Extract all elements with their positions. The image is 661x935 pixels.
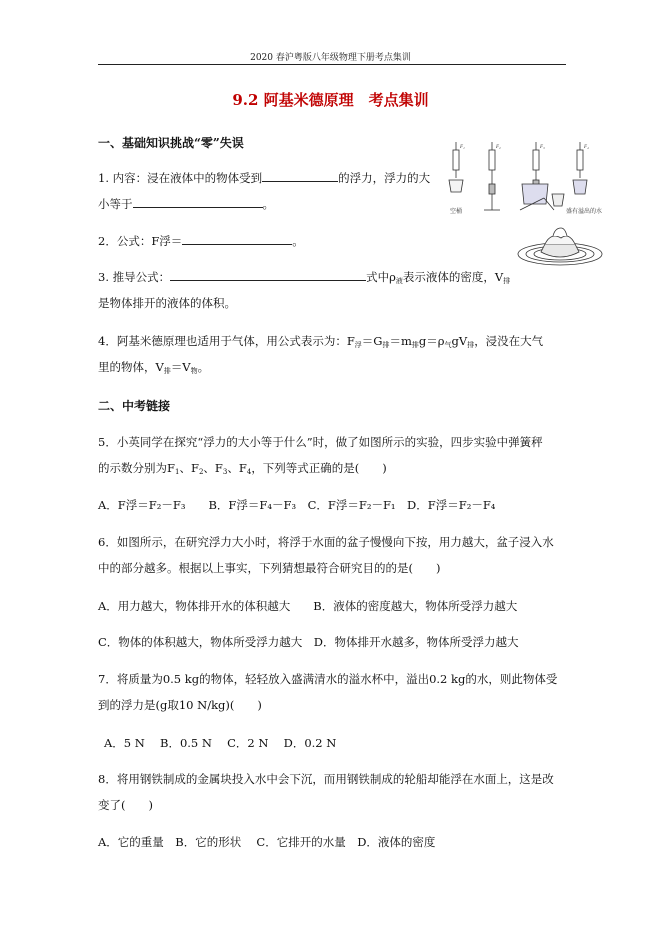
q3-text-a: 3. 推导公式： [98,270,171,284]
question-7-line-2: 到的浮力是(g取10 N/kg)( ) [98,698,262,712]
q4-text-1: 4．阿基米德原理也适用于气体，用公式表示为：F [98,334,355,348]
q4-sub-1: 浮 [354,341,362,349]
question-8-line-1: 8．将用钢铁制成的金属块投入水中会下沉，而用钢铁制成的轮船却能浮在水面上，这是改 [98,772,554,786]
fig-label-f4: F₄ [584,145,589,150]
q2-text-a: 2．公式：F浮＝ [98,234,183,248]
question-8-options: A．它的重量 B．它的形状 C．它排开的水量 D．液体的密度 [98,835,436,849]
q3-text-b: 式中ρ [366,270,396,284]
page-title: 9.2 阿基米德原理 考点集训 [232,91,429,109]
q1-text-a: 1. 内容：浸在液体中的物体受到 [98,171,263,185]
section-heading-exam: 二、中考链接 [98,399,171,413]
q4-text-2: ＝G [361,334,383,348]
question-3-line-1 [98,269,510,286]
q5-text-e: ，下列等式正确的是( ) [251,461,387,475]
q4-sub-5: 排 [467,341,475,349]
q4-sub-3: 排 [411,341,419,349]
q5-text-a: 的示数分别为F [98,461,175,475]
q4-text-8: ＝V [170,360,191,374]
q5-sub-4: 4 [246,468,252,476]
question-7-line-1: 7．将质量为0.5 kg的物体，轻轻放入盛满清水的溢水杯中，溢出0.2 kg的水，则此物体受 [98,672,558,686]
question-4-line-2 [98,359,209,376]
q1-blank-1[interactable] [262,170,338,182]
basin-illustration [515,222,605,268]
q1-text-c: 小等于 [98,197,133,211]
question-3-line-2: 是物体排开的液体的体积。 [98,296,236,310]
question-5-line-2 [98,460,387,476]
q3-sub-liquid: 液 [395,277,403,285]
q4-text-3: ＝m [389,334,412,348]
q3-blank[interactable] [170,269,366,281]
question-8-line-2: 变了( ) [98,798,153,812]
fig-label-f1: F₁ [460,145,465,150]
q5-text-d: 、F [227,461,247,475]
q1-text-b: 的浮力，浮力的大 [338,171,431,185]
header-divider [98,64,566,65]
question-4-line-1 [98,333,543,350]
question-2 [98,233,304,249]
q5-sub-1: 1 [174,468,180,476]
q5-text-b: 、F [179,461,199,475]
question-1-line-2 [98,196,274,212]
fig-label-f2: F₂ [496,145,501,150]
spring-balance-figure [440,140,603,220]
question-5-options: A．F浮＝F₂－F₃ B．F浮＝F₄－F₃ C．F浮＝F₂－F₁ D．F浮＝F₂－F₄ [98,498,496,512]
q4-text-5: gV [451,334,468,348]
question-6-line-1: 6．如图所示，在研究浮力大小时，将浮于水面的盆子慢慢向下按，用力越大，盆子浸入水 [98,535,554,549]
q2-blank[interactable] [182,233,292,245]
q4-text-9: 。 [197,360,210,374]
q4-sub-2: 排 [382,341,390,349]
q5-sub-2: 2 [198,468,204,476]
question-7-options: A．5 N B．0.5 N C．2 N D．0.2 N [104,736,337,750]
question-6-options-cd: C．物体的体积越大，物体所受浮力越大 D．物体排开水越多，物体所受浮力越大 [98,635,519,649]
question-5-line-1: 5．小英同学在探究“浮力的大小等于什么”时，做了如图所示的实验，四步实验中弹簧秤 [98,435,543,449]
basin-figure [515,222,605,268]
q4-sub-7: 排 [163,367,171,375]
q4-text-6: ，浸没在大气 [474,334,544,348]
section-heading-basics: 一、基础知识挑战“零”失误 [98,136,244,150]
q5-sub-3: 3 [222,468,228,476]
q2-text-b: 。 [292,234,304,248]
running-header: 2020 春沪粤版八年级物理下册考点集训 [250,53,411,63]
question-6-options-ab: A．用力越大，物体排开水的体积越大 B．液体的密度越大，物体所受浮力越大 [98,599,518,613]
q4-text-4: g＝ρ [418,334,445,348]
q3-text-c: 表示液体的密度，V [402,270,504,284]
q4-text-7: 里的物体，V [98,360,164,374]
q4-sub-8: 物 [190,367,198,375]
question-6-line-2: 中的部分越多。根据以上事实，下列猜想最符合研究目的的是( ) [98,561,441,575]
q1-blank-2[interactable] [133,196,263,208]
q5-text-c: 、F [203,461,223,475]
fig-label-overflow-water: 盛有溢出的水 [566,208,603,215]
fig-label-f3: F₃ [540,145,545,150]
fig-label-empty-bucket: 空桶 [450,208,463,215]
q3-sub-displaced: 排 [503,277,511,285]
question-1-line-1 [98,170,430,186]
q1-text-d: 。 [262,197,274,211]
q4-sub-4: 气 [444,341,452,349]
